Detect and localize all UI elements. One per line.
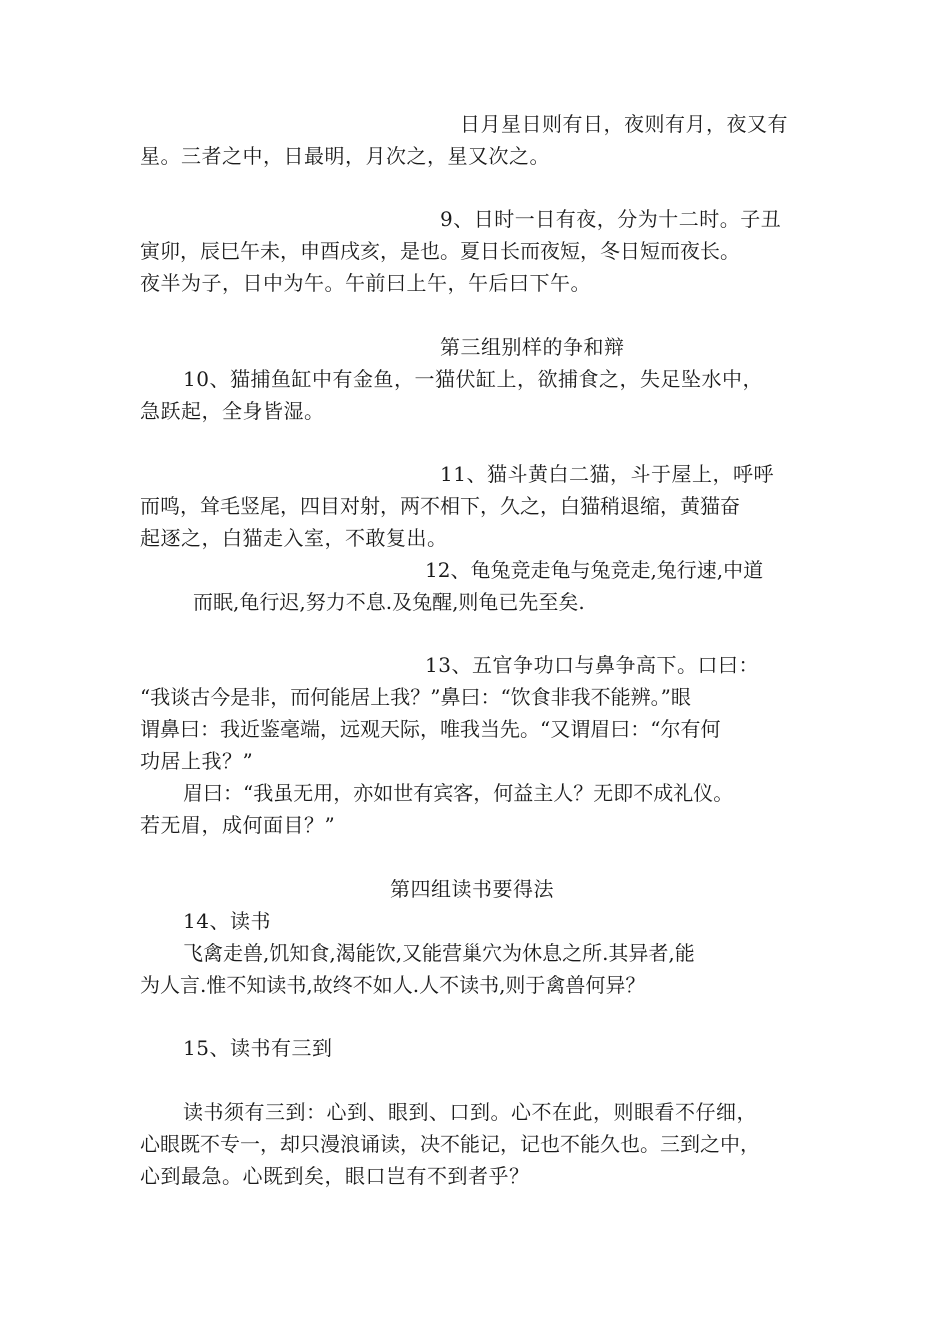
text-line: 寅卯，辰巳午未，申酉戌亥，是也。夏日长而夜短，冬日短而夜长。 bbox=[140, 239, 740, 263]
section-heading: 11、猫斗黄白二猫，斗于屋上，呼呼 bbox=[440, 462, 774, 486]
text-line: 飞禽走兽,饥知食,渴能饮,又能营巢穴为休息之所.其异者,能 bbox=[183, 941, 695, 965]
section-heading: 14、读书 bbox=[183, 909, 271, 933]
text-line: 起逐之，白猫走入室，不敢复出。 bbox=[140, 526, 448, 550]
section-heading: 13、五官争功口与鼻争高下。口曰： bbox=[425, 653, 759, 677]
text-line: 而眠,龟行迟,努力不息.及兔醒,则龟已先至矣. bbox=[193, 590, 585, 614]
text-line: 心到最急。心既到矣，眼口岂有不到者乎？ bbox=[140, 1164, 530, 1188]
text-line: 而鸣，耸毛竖尾，四目对射，两不相下，久之，白猫稍退缩，黄猫奋 bbox=[140, 494, 740, 518]
text-line: “我谈古今是非，而何能居上我？”鼻曰：“饮食非我不能辨。”眼 bbox=[140, 685, 691, 709]
text-line: 功居上我？” bbox=[140, 749, 254, 773]
section-heading: 12、龟兔竞走龟与兔竞走,兔行速,中道 bbox=[425, 558, 764, 582]
text-line: 急跃起，全身皆湿。 bbox=[140, 399, 325, 423]
text-line: 谓鼻曰：我近鉴毫端，远观天际，唯我当先。“又谓眉曰：“尔有何 bbox=[140, 717, 721, 741]
text-line: 星。三者之中，日最明，月次之，星又次之。 bbox=[140, 144, 550, 168]
text-line: 若无眉，成何面目？” bbox=[140, 813, 336, 837]
text-line: 为人言.惟不知读书,故终不如人.人不读书,则于禽兽何异？ bbox=[140, 973, 646, 997]
text-line: 心眼既不专一，却只漫浪诵读，决不能记，记也不能久也。三到之中， bbox=[140, 1132, 760, 1156]
section-heading: 9、日时一日有夜，分为十二时。子丑 bbox=[440, 207, 782, 231]
section-heading: 15、读书有三到 bbox=[183, 1036, 333, 1060]
text-line: 眉曰：“我虽无用，亦如世有宾客，何益主人？无即不成礼仪。 bbox=[183, 781, 734, 805]
group-heading: 第三组别样的争和辩 bbox=[440, 335, 625, 359]
section-heading: 10、猫捕鱼缸中有金鱼，一猫伏缸上，欲捕食之，失足坠水中， bbox=[183, 367, 763, 391]
text-line: 日月星日则有日，夜则有月，夜又有 bbox=[460, 112, 788, 136]
group-heading: 第四组读书要得法 bbox=[390, 877, 554, 901]
text-line: 夜半为子，日中为午。午前曰上午，午后曰下午。 bbox=[140, 271, 591, 295]
text-line: 读书须有三到：心到、眼到、口到。心不在此，则眼看不仔细， bbox=[183, 1100, 757, 1124]
